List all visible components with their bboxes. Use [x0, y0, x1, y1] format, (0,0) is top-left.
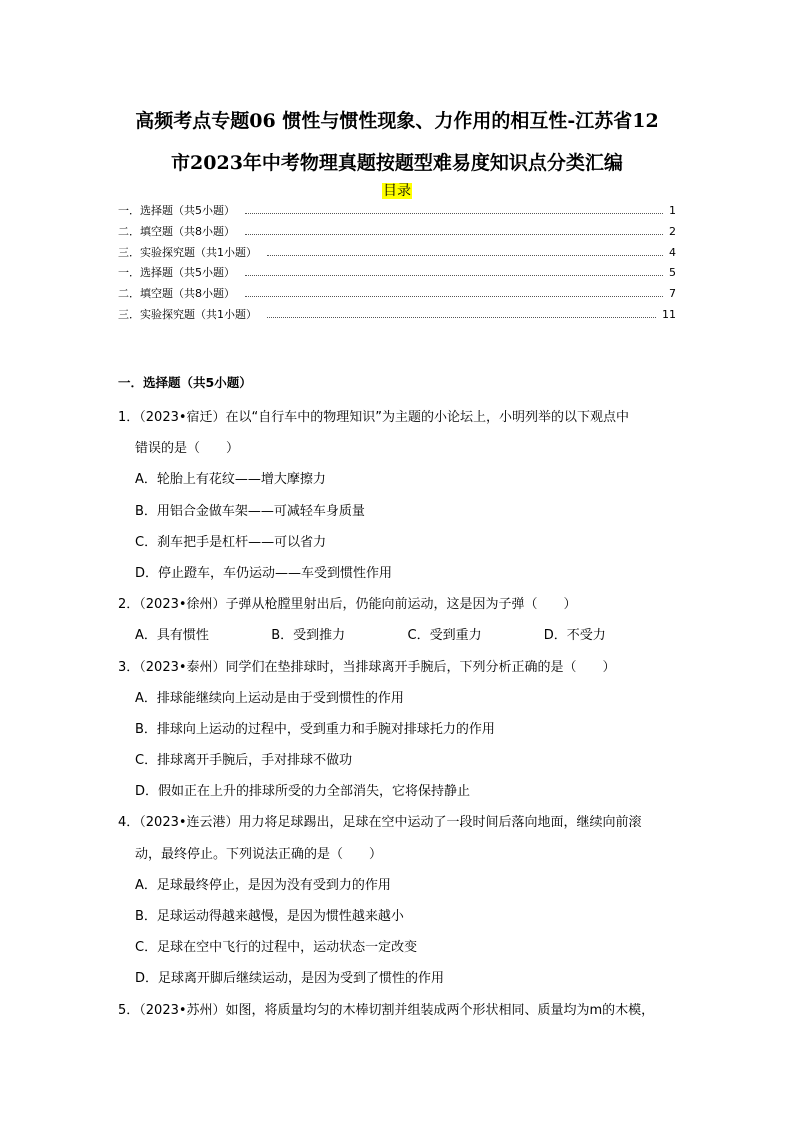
- toc-entry[interactable]: [118, 306, 676, 327]
- question-4-option-d: D．足球离开脚后继续运动，是因为受到了惯性的作用: [135, 971, 445, 987]
- toc-entry-page: 2: [669, 224, 676, 238]
- toc-entry-page: 1: [669, 204, 676, 217]
- toc-leader-dots: [267, 254, 663, 256]
- toc-heading: [0, 180, 794, 200]
- toc-entry[interactable]: [118, 202, 676, 223]
- toc-leader-dots: [245, 233, 663, 235]
- question-5-stem: 5．（2023•苏州）如图，将质量均匀的木棒切割并组装成两个形状相同、质量均为m的木模，: [118, 1002, 655, 1018]
- question-4-option-a: A．足球最终停止，是因为没有受到力的作用: [135, 877, 391, 893]
- toc-entry-page: 4: [669, 245, 676, 259]
- question-list: [118, 402, 680, 1026]
- toc-entry-label: 三．实验探究题（共1小题）: [118, 245, 257, 259]
- question-4-option-c: C．足球在空中飞行的过程中，运动状态一定改变: [135, 940, 418, 956]
- toc-leader-dots: [245, 295, 663, 297]
- toc-entry-label: 一．选择题（共5小题）: [118, 204, 235, 217]
- question-3-option-c: C．排球离开手腕后，手对排球不做功: [135, 753, 353, 769]
- question-4-stem-cont: 动，最终停止。下列说法正确的是（ ）: [135, 846, 383, 862]
- question-1-option-b: B．用铝合金做车架——可减轻车身质量: [135, 503, 365, 519]
- toc-entry-label: 二．填空题（共8小题）: [118, 287, 235, 301]
- toc-entry-label: 一．选择题（共5小题）: [118, 266, 235, 280]
- question-2-options: [118, 620, 680, 651]
- question-1-option-c: C．刹车把手是杠杆——可以省力: [135, 534, 327, 550]
- question-4-option-b: B．足球运动得越来越慢，是因为惯性越来越小: [135, 909, 404, 924]
- question-2-stem: 2．（2023•徐州）子弹从枪膛里射出后，仍能向前运动，这是因为子弹（ ）: [118, 597, 577, 613]
- toc-heading-text: 目录: [383, 183, 411, 199]
- toc-entry[interactable]: [118, 264, 676, 285]
- question-3-stem: 3．（2023•泰州）同学们在垫排球时，当排球离开手腕后，下列分析正确的是（ ）: [118, 659, 616, 675]
- toc-entry[interactable]: [118, 223, 676, 244]
- toc-leader-dots: [267, 316, 656, 318]
- question-1-option-a: A．轮胎上有花纹——增大摩擦力: [135, 472, 326, 488]
- toc-entry[interactable]: [118, 285, 676, 306]
- question-3-option-b: B．排球向上运动的过程中，受到重力和手腕对排球托力的作用: [135, 721, 495, 737]
- question-3-option-d: D．假如正在上升的排球所受的力全部消失，它将保持静止: [135, 784, 471, 800]
- question-4-stem: 4．（2023•连云港）用力将足球踢出，足球在空中运动了一段时间后落向地面，继续向前滚: [118, 815, 642, 831]
- toc-leader-dots: [245, 212, 663, 214]
- section-heading: 一．选择题（共5小题）: [118, 375, 252, 390]
- toc-entry-page: 11: [662, 307, 676, 321]
- question-2-option-a: A．具有惯性: [135, 628, 209, 644]
- question-1-option-d: D．停止蹬车，车仍运动——车受到惯性作用: [135, 565, 393, 581]
- toc-entry-page: 7: [669, 287, 676, 301]
- document-title-line-1: 高频考点专题06 惯性与惯性现象、力作用的相互性-江苏省12: [135, 110, 659, 132]
- question-2-option-c: C．受到重力: [407, 628, 482, 644]
- question-1-stem: 1．（2023•宿迁）在以“自行车中的物理知识”为主题的小论坛上，小明列举的以下观点中: [118, 410, 629, 425]
- question-3-option-a: A．排球能继续向上运动是由于受到惯性的作用: [135, 690, 404, 706]
- document-title-line-2: 市2023年中考物理真题按题型难易度知识点分类汇编: [171, 152, 623, 174]
- toc-entry[interactable]: [118, 244, 676, 265]
- toc-entry-label: 三．实验探究题（共1小题）: [118, 307, 257, 321]
- toc-entry-page: 5: [669, 266, 676, 280]
- question-2-option-d: D．不受力: [543, 628, 606, 644]
- toc-entry-label: 二．填空题（共8小题）: [118, 224, 235, 238]
- question-1-stem-cont: 错误的是（ ）: [135, 441, 240, 457]
- toc-leader-dots: [245, 274, 663, 276]
- question-2-option-b: B．受到推力: [271, 628, 346, 644]
- table-of-contents: [118, 202, 676, 327]
